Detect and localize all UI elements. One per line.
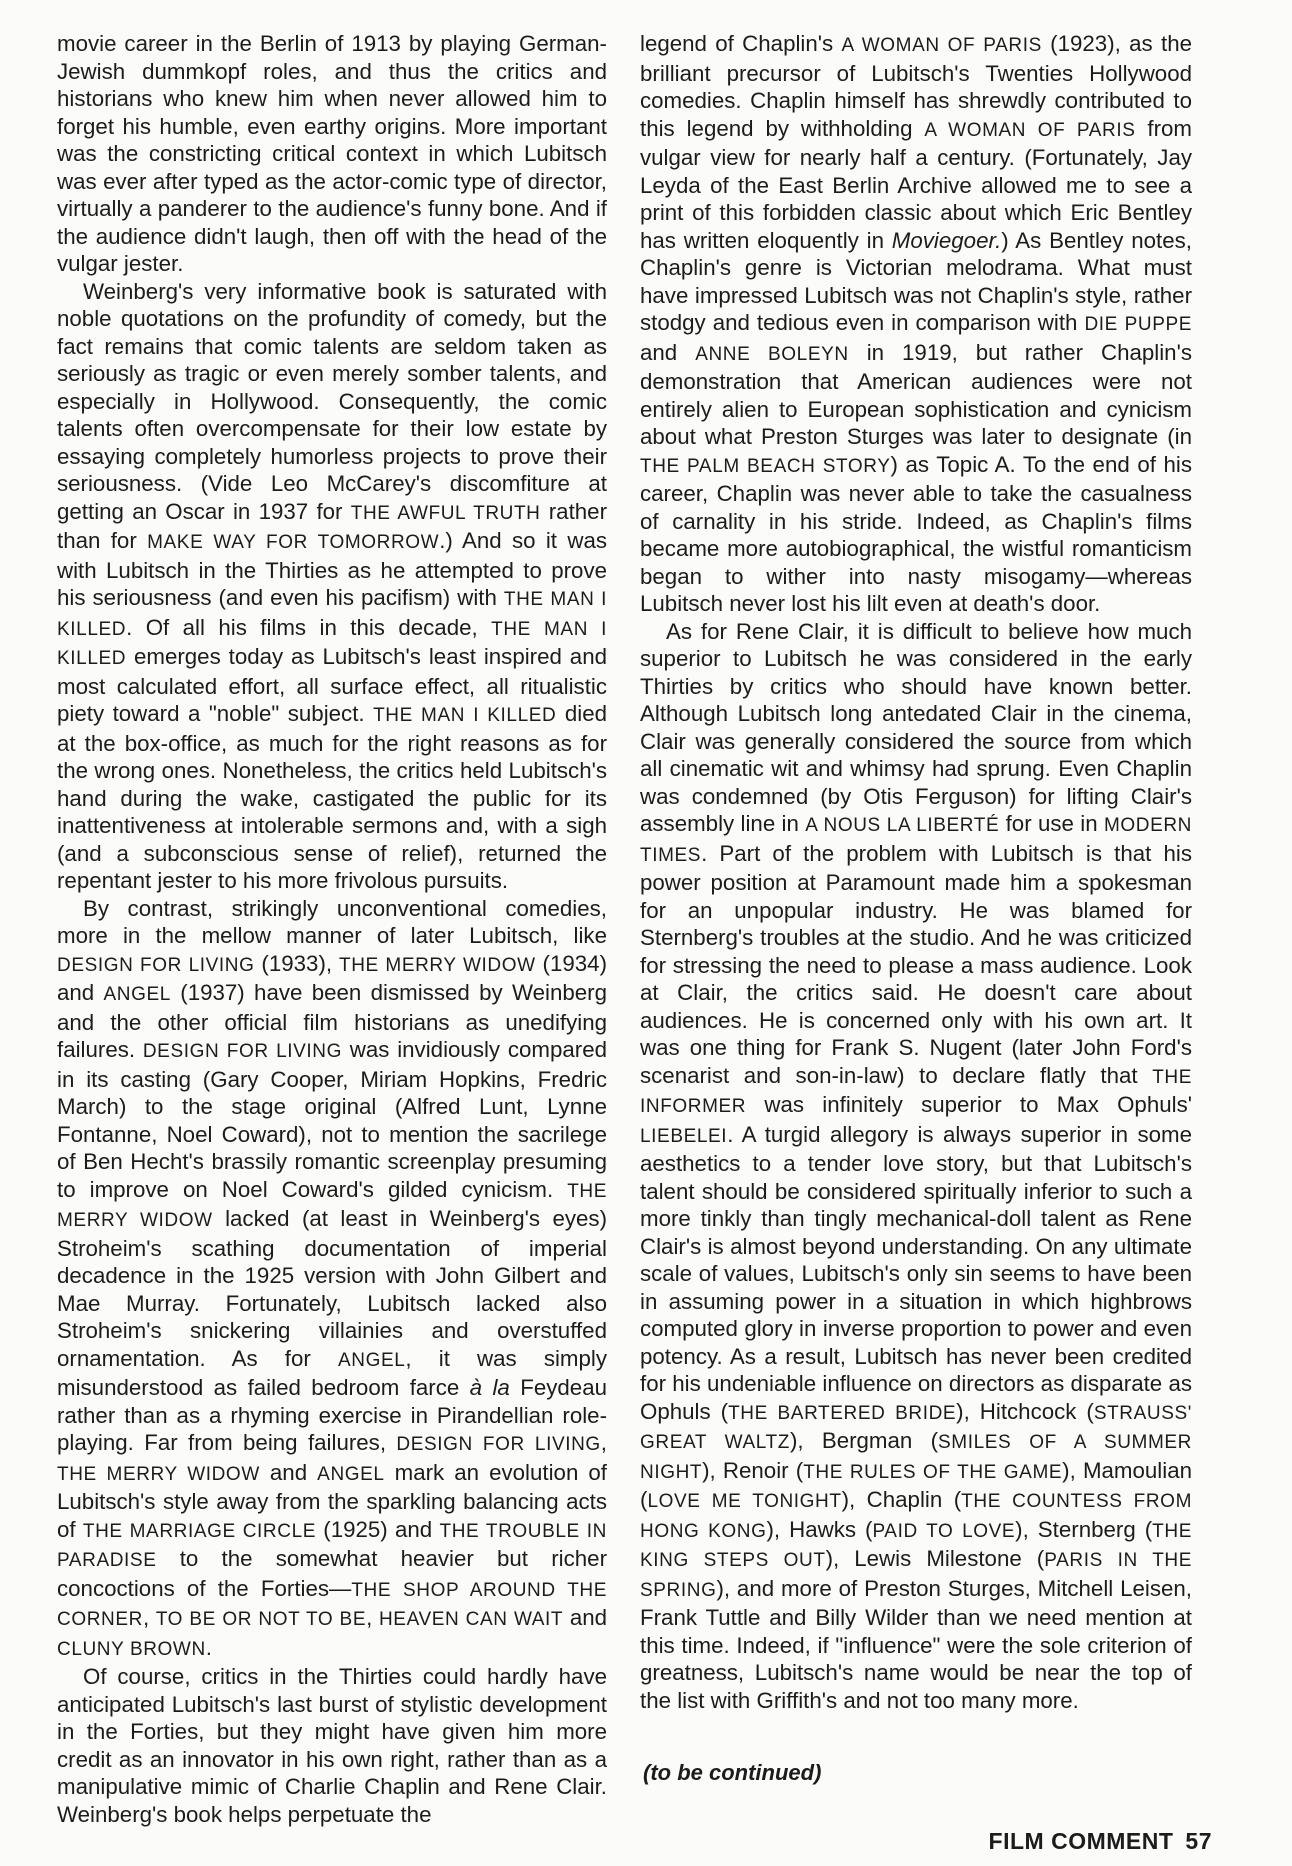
text-run: . Of all his films in this decade, xyxy=(126,614,492,640)
text-run: Of course, critics in the Thirties could hardly have anticipated Lubitsch's last burst of stylistic development in the Forties, but they might have given him more credit as an innovator in his own right, rather than as a manipulative mimic of Charlie Chaplin and Rene Clair. Weinberg's book helps perpetuate the xyxy=(57,1664,607,1827)
paragraph xyxy=(640,30,1192,618)
text-run: ), and more of Preston Sturges, Mitchell Leisen, Frank Tuttle and Billy Wilder than we need mention at this time. Indeed, if "influence" were the sole criterion of greatness, Lubitsch's name would be near the top of the list with Griffith's and not too many more. xyxy=(640,1575,1192,1713)
text-run: from vulgar view for nearly half a century. (Fortunately, Jay Leyda of the East Berlin Archive allowed me to see a print of this forbidden classic about which Eric Bentley has written eloquently in xyxy=(640,115,1192,253)
text-run: was infinitely superior to Max Ophuls' xyxy=(746,1092,1192,1117)
text-run: Weinberg's very informative book is saturated with noble quotations on the profundity of comedy, but the fact remains that comic talents are seldom taken as seriously as tragic or even merely somber talents, and especially in Hollywood. Consequently, the comic talents often overcompensate for their low estate by essaying completely humorless projects to prove their seriousness. (Vide Leo McCarey's discomfiture at getting an Oscar in 1937 for xyxy=(57,278,607,524)
text-run: . A turgid allegory is always superior in some aesthetics to a tender love story, but that Lubitsch's talent should be considered spiritually inferior to such a more tinkly than tingly mechanical-doll talent as Rene Clair's is almost beyond understanding. On any ultimate scale of values, Lubitsch's only sin seems to have been in assuming power in a situation in which highbrows computed glory in inverse proportion to power and even potency. As a result, Lubitsch has never been credited for his undeniable influence on directors as disparate as Ophuls ( xyxy=(640,1121,1192,1424)
text-run: ), Hitchcock ( xyxy=(956,1398,1094,1424)
film-title: THE AWFUL TRUTH xyxy=(350,502,541,524)
film-title: A WOMAN OF PARIS xyxy=(924,119,1136,141)
text-run: (1923), as the brilliant precursor of Lubitsch's Twenties Hollywood comedies. Chaplin himself has shrewdly contributed to this legend by withholding xyxy=(640,31,1192,141)
film-title: ANGEL xyxy=(103,984,171,1005)
film-title: THE KING STEPS OUT xyxy=(640,1520,1192,1571)
magazine-name: FILM COMMENT xyxy=(988,1828,1174,1854)
film-title: DESIGN FOR LIVING xyxy=(142,1041,343,1062)
text-run: (1937) have been dismissed by Weinberg and the other official film historians as unedifying failures. xyxy=(57,980,607,1062)
film-title: THE RULES OF THE GAME xyxy=(803,1461,1063,1483)
film-title: STRAUSS' GREAT WALTZ xyxy=(640,1402,1192,1453)
text-run: ), Hawks ( xyxy=(766,1516,873,1542)
paragraph xyxy=(57,278,607,895)
film-title: A WOMAN OF PARIS xyxy=(841,35,1042,56)
text-run: . xyxy=(205,1634,212,1660)
text-run: and xyxy=(640,339,696,365)
text-run: in 1919, but rather Chaplin's demonstration that American audiences were not entirely alien to European sophistication and cynicism about what Preston Sturges was later to designate (in xyxy=(640,339,1192,449)
film-title: HEAVEN CAN WAIT xyxy=(378,1609,564,1630)
text-run: ), Mamoulian ( xyxy=(640,1457,1193,1512)
text-run: for use in xyxy=(999,811,1104,836)
text-run: ) As Bentley notes, Chaplin's genre is Victorian melodrama. What must have impressed Lubitsch was not Chaplin's style, rather stodgy and tedious even in comparison with xyxy=(640,227,1192,335)
text-run: As for Rene Clair, it is difficult to believe how much superior to Lubitsch he was considered in the early Thirties by critics who should have known better. Although Lubitsch long antedated Clair in the cinema, Clair was generally considered the source from which all cinematic wit and whimsy had sprung. Even Chaplin was condemned (by Otis Ferguson) for lifting Clair's assembly line in xyxy=(640,618,1192,836)
paragraph xyxy=(57,895,607,1664)
text-run: ), Chaplin ( xyxy=(841,1487,962,1512)
film-title: THE MERRY WIDOW xyxy=(57,1463,260,1485)
text-run: and xyxy=(563,1605,608,1630)
film-title: TO BE OR NOT TO BE xyxy=(155,1609,367,1630)
film-title: PAID TO LOVE xyxy=(872,1520,1016,1542)
text-run: ), Bergman ( xyxy=(789,1428,939,1453)
italic-text: à la xyxy=(469,1375,510,1400)
paragraph xyxy=(57,1663,607,1828)
text-run: legend of Chaplin's xyxy=(640,31,842,56)
text-run: and xyxy=(259,1459,318,1485)
film-title: MODERN TIMES xyxy=(640,815,1192,866)
text-run: , xyxy=(366,1605,379,1630)
film-title: THE PALM BEACH STORY xyxy=(640,455,891,477)
text-run: was invidiously compared in its casting (Gary Cooper, Miriam Hopkins, Fredric March) to the stage original (Alfred Lunt, Lynne Fontanne, Noel Coward), not to mention the sacrilege of Ben Hecht's brassily romantic screenplay presuming to improve on Noel Coward's gilded cynicism. xyxy=(57,1037,607,1202)
text-run: (1933), xyxy=(254,950,339,976)
text-run: . Part of the problem with Lubitsch is that his power position at Paramount made him a spokesman for an unpopular industry. He was blamed for Sternberg's troubles at the studio. And he was criticized for stressing the need to please a mass audience. Look at Clair, the critics said. He doesn't care about audiences. He is concerned only with his own art. It was one thing for Frank S. Nugent (later John Ford's scenarist and son-in-law) to declare flatly that xyxy=(640,840,1192,1088)
text-run: ) as Topic A. To the end of his career, Chaplin was never able to take the casualness of carnality in his stride. Indeed, as Chaplin's films became more autobiographical, the wistful romanticism began to wither into nasty misogamy—whereas Lubitsch never lost his lilt even at death's door. xyxy=(640,451,1192,616)
film-title: ANNE BOLEYN xyxy=(695,343,849,365)
text-run: lacked (at least in Weinberg's eyes) Stroheim's scathing documentation of imperial decadence in the 1925 version with John Gilbert and Mae Murray. Fortunately, Lubitsch lacked also Stroheim's snickering villainies and overstuffed ornamentation. As for xyxy=(57,1206,608,1371)
film-title: THE TROUBLE IN PARADISE xyxy=(57,1520,607,1571)
text-run: By contrast, strikingly unconventional comedies, more in the mellow manner of later Lubitsch, like xyxy=(57,895,607,948)
text-run: , xyxy=(600,1430,607,1455)
film-title: A NOUS LA LIBERTÉ xyxy=(805,815,1000,836)
text-run: , it was simply misunderstood as failed bedroom farce xyxy=(57,1345,607,1400)
text-run: to the somewhat heavier but richer concoctions of the Forties— xyxy=(57,1546,607,1601)
film-title: THE INFORMER xyxy=(640,1066,1192,1117)
text-run: mark an evolution of Lubitsch's style away from the sparkling balancing acts of xyxy=(57,1459,607,1542)
text-run: died at the box-office, as much for the right reasons as for the wrong ones. Nonetheless, the critics held Lubitsch's hand during the wake, castigated the public for its inattentiveness at intolerable sermons and, with a sigh (and a subconscious sense of relief), returned the repentant jester to his more frivolous pursuits. xyxy=(57,701,607,893)
text-run: ), Sternberg ( xyxy=(1015,1516,1153,1542)
text-run: ), Lewis Milestone ( xyxy=(825,1546,1045,1571)
film-title: THE MERRY WIDOW xyxy=(339,954,536,976)
text-run: (1925) and xyxy=(316,1516,440,1542)
film-title: THE BARTERED BRIDE xyxy=(728,1402,957,1424)
left-column xyxy=(57,30,607,1828)
film-title: DESIGN FOR LIVING xyxy=(396,1434,601,1455)
text-run: , xyxy=(142,1605,156,1630)
to-be-continued-note: (to be continued) xyxy=(643,1760,822,1785)
film-title: CLUNY BROWN xyxy=(57,1638,206,1660)
text-run: .) And so it was with Lubitsch in the Thirties as he attempted to prove his seriousness (and even his pacifism) with xyxy=(57,528,607,610)
text-run: (1934) and xyxy=(57,950,607,1005)
film-title: THE MAN I KILLED xyxy=(373,705,557,726)
film-title: THE MAN I KILLED xyxy=(57,589,607,640)
page-number: 57 xyxy=(1185,1828,1212,1854)
film-title: THE MAN I KILLED xyxy=(57,618,607,669)
text-run: rather than for xyxy=(57,498,608,553)
film-title: LIEBELEI xyxy=(640,1125,728,1147)
text-run: movie career in the Berlin of 1913 by playing German-Jewish dummkopf roles, and thus the critics and historians who knew him when never allowed him to forget his humble, even earthy origins. More important was the constricting critical context in which Lubitsch was ever after typed as the actor-comic type of director, virtually a panderer to the audience's funny bone. And if the audience didn't laugh, then off with the head of the vulgar jester. xyxy=(57,31,607,276)
film-title: THE MERRY WIDOW xyxy=(57,1180,607,1231)
italic-text: Moviegoer. xyxy=(891,227,1002,253)
film-title: SMILES OF A SUMMER NIGHT xyxy=(640,1432,1192,1483)
film-title: ANGEL xyxy=(317,1463,385,1485)
right-column xyxy=(640,30,1192,1714)
film-title: PARIS IN THE SPRING xyxy=(640,1550,1192,1601)
film-title: THE COUNTESS FROM HONG KONG xyxy=(640,1491,1192,1542)
film-title: DIE PUPPE xyxy=(1084,314,1193,335)
film-title: DESIGN FOR LIVING xyxy=(57,954,255,976)
text-run: emerges today as Lubitsch's least inspired and most calculated effort, all surface effect, all ritualistic piety toward a "noble" subject. xyxy=(57,644,607,726)
text-run: Feydeau rather than as a rhyming exercise in Pirandellian role-playing. Far from being failures, xyxy=(57,1375,607,1455)
film-title: THE MARRIAGE CIRCLE xyxy=(82,1520,317,1542)
page-footer xyxy=(989,1828,1212,1855)
paragraph xyxy=(640,618,1192,1715)
film-title: LOVE ME TONIGHT xyxy=(647,1491,842,1512)
paragraph xyxy=(57,30,607,278)
film-title: ANGEL xyxy=(337,1349,406,1371)
text-run: ), Renoir ( xyxy=(702,1457,804,1483)
film-title: THE SHOP AROUND THE CORNER xyxy=(57,1579,607,1630)
film-title: MAKE WAY FOR TOMORROW xyxy=(147,532,440,553)
